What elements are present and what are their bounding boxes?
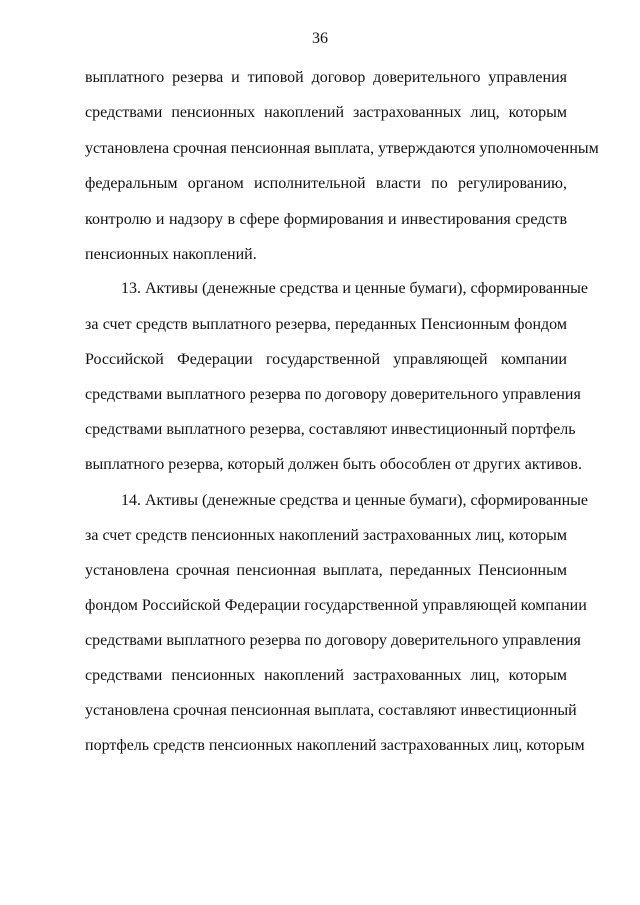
paragraph-14-line-3: установлена срочная пенсионная выплата, переданных Пенсионным xyxy=(85,562,567,579)
paragraph-14-line-7: установлена срочная пенсионная выплата, составляют инвестиционный xyxy=(85,702,577,719)
paragraph-14-line-8: портфель средств пенсионных накоплений застрахованных лиц, которым xyxy=(85,737,585,754)
paragraph-14-line-4: фондом Российской Федерации государственной управляющей компании xyxy=(85,597,587,614)
page-number: 36 xyxy=(312,30,328,47)
paragraph-13-line-3: Российской Федерации государственной управляющей компании xyxy=(85,351,567,368)
paragraph-13-line-2: за счет средств выплатного резерва, переданных Пенсионным фондом xyxy=(85,316,567,333)
paragraph-1-line-5: контролю и надзору в сфере формирования и инвестирования средств xyxy=(85,211,567,228)
paragraph-1-line-4: федеральным органом исполнительной власти по регулированию, xyxy=(85,175,567,192)
paragraph-1-line-1: выплатного резерва и типовой договор доверительного управления xyxy=(85,69,567,86)
paragraph-14-line-1: 14. Активы (денежные средства и ценные бумаги), сформированные xyxy=(121,492,588,509)
paragraph-14-line-5: средствами выплатного резерва по договору доверительного управления xyxy=(85,632,581,649)
paragraph-13-line-1: 13. Активы (денежные средства и ценные бумаги), сформированные xyxy=(121,280,588,297)
paragraph-14-line-6: средствами пенсионных накоплений застрахованных лиц, которым xyxy=(85,667,567,684)
paragraph-14-line-2: за счет средств пенсионных накоплений застрахованных лиц, которым xyxy=(85,527,567,544)
paragraph-13-line-5: средствами выплатного резерва, составляют инвестиционный портфель xyxy=(85,421,576,438)
paragraph-13-line-6: выплатного резерва, который должен быть обособлен от других активов. xyxy=(85,456,582,473)
paragraph-1-line-2: средствами пенсионных накоплений застрахованных лиц, которым xyxy=(85,104,567,121)
paragraph-1-line-6: пенсионных накоплений. xyxy=(85,246,257,263)
paragraph-1-line-3: установлена срочная пенсионная выплата, утверждаются уполномоченным xyxy=(85,140,599,157)
paragraph-13-line-4: средствами выплатного резерва по договору доверительного управления xyxy=(85,386,581,403)
